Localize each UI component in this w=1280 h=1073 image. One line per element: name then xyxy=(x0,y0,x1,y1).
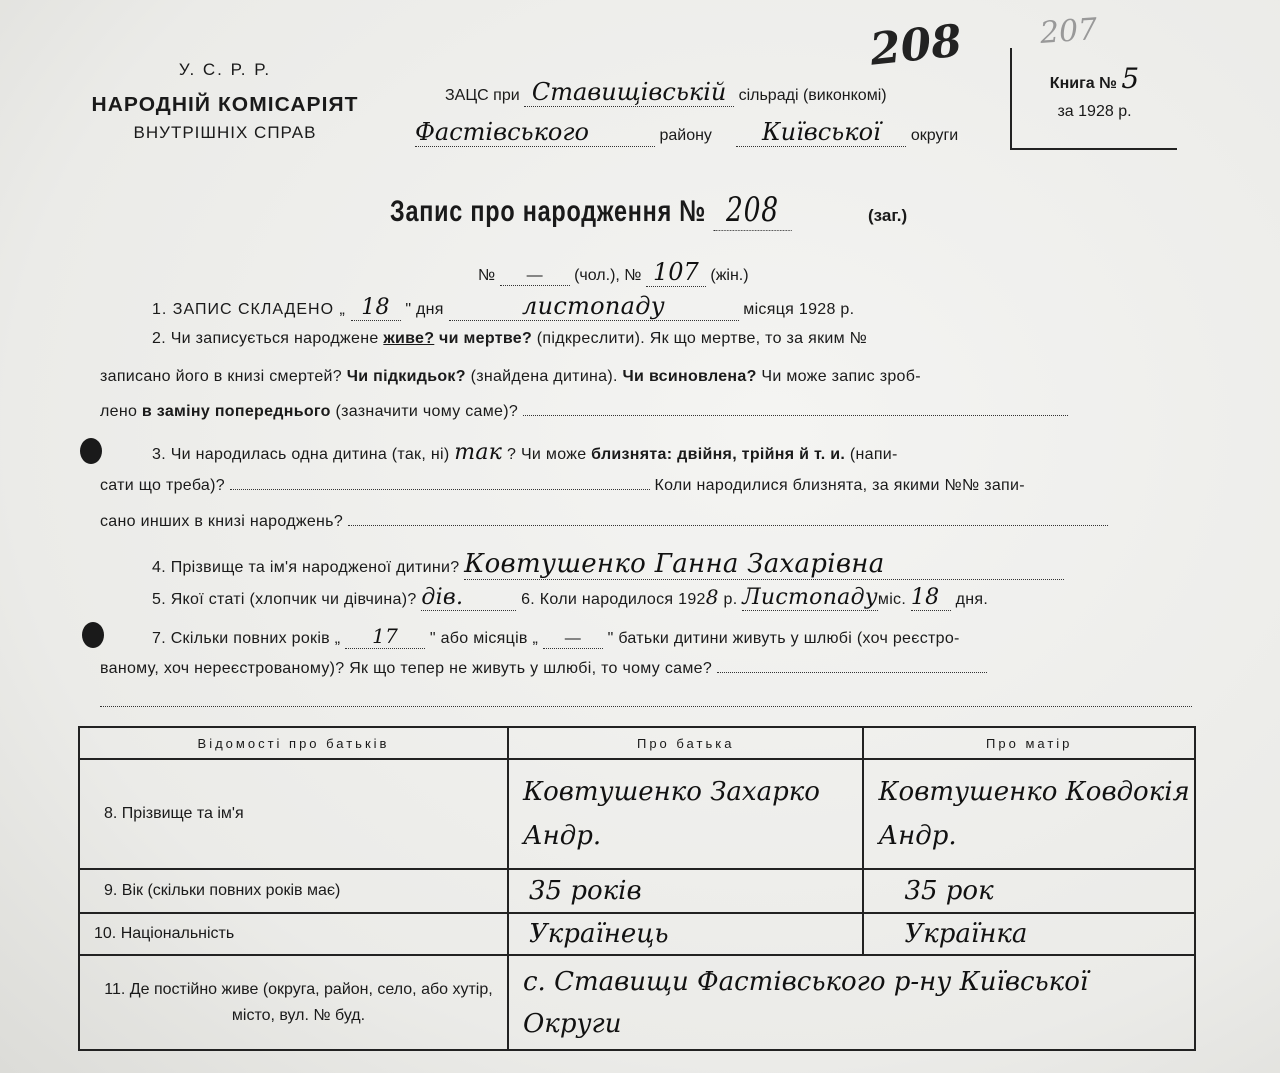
row-label: 10. Національність xyxy=(79,913,508,955)
commissariat-subtitle: ВНУТРІШНІХ СПРАВ xyxy=(133,123,317,142)
single-child-answer: так xyxy=(454,440,503,465)
table-row xyxy=(79,913,1195,955)
usrr-label: У. С. Р. Р. xyxy=(178,60,272,79)
book-year: за 1928 р. xyxy=(1057,103,1132,120)
marriage-years: 17 xyxy=(345,624,425,649)
record-month: листопаду xyxy=(449,292,739,321)
column-header: Про батька xyxy=(508,727,863,759)
male-number: — xyxy=(500,267,570,286)
district-name: Фастівського xyxy=(415,118,655,147)
adopted-question: Чи всиновлена? xyxy=(622,368,757,385)
item-2-text-cont: (підкреслити). Як що мертве, то за яким № xyxy=(536,330,868,347)
month-abbrev: міс. xyxy=(877,591,907,608)
year-abbrev: р. xyxy=(723,591,738,608)
male-label: (чол.), № xyxy=(574,267,642,284)
number-sign: № xyxy=(478,267,496,284)
item-3-text: 3. Чи народилась одна дитина (так, ні) xyxy=(152,446,450,463)
mother-name: Ковтушенко Ковдокія Андр. xyxy=(863,759,1195,869)
birth-date-label: 6. Коли народилося 192 xyxy=(521,591,706,608)
birth-month: Листопаду xyxy=(742,585,878,610)
column-header: Відомості про батьків xyxy=(79,727,508,759)
replacement-note: (зазначити чому саме)? xyxy=(335,403,519,420)
child-sex-label: 5. Якої статі (хлопчик чи дівчина)? xyxy=(152,591,417,608)
item-1 xyxy=(152,292,854,321)
father-name: Ковтушенко Захарко Андр. xyxy=(508,759,863,869)
parents-info-table xyxy=(78,726,1196,1051)
record-title-suffix: (заг.) xyxy=(868,206,908,225)
replacement-question: в заміну попереднього xyxy=(141,403,331,420)
zags-suffix: сільраді (виконкомі) xyxy=(738,87,887,104)
item-7-text-end: " батьки дитини живуть у шлюбі (хоч реєстро- xyxy=(607,630,960,647)
blank-line xyxy=(717,672,987,673)
table-row xyxy=(79,955,1195,1050)
item-2-text: записано його в книзі смертей? xyxy=(100,368,342,385)
foundling-note: (знайдена дитина). xyxy=(470,368,618,385)
punch-hole xyxy=(80,438,102,464)
blank-line xyxy=(100,706,1192,707)
day-label: " дня xyxy=(405,301,444,318)
village-council-name: Ставищівській xyxy=(524,78,734,107)
item-2-line-1 xyxy=(152,330,867,348)
mother-nationality: Українка xyxy=(863,913,1195,955)
blank-line xyxy=(348,525,1108,526)
table-row xyxy=(79,869,1195,913)
record-day: 18 xyxy=(351,295,401,321)
father-nationality: Українець xyxy=(508,913,863,955)
item-5-6 xyxy=(152,585,988,611)
book-number-box xyxy=(1010,48,1177,150)
item-2-text: 2. Чи записується народжене xyxy=(152,330,379,347)
row-label: 8. Прізвище та ім'я xyxy=(79,759,508,869)
record-stamp-number: 208 xyxy=(867,15,965,76)
item-3-text: сано инших в книзі народжень? xyxy=(100,513,344,530)
item-3-line-2 xyxy=(100,477,1025,495)
zags-line xyxy=(445,78,887,107)
item-3-text-end: (напи- xyxy=(849,446,898,463)
item-3-text-cont: Коли народилися близнята, за якими №№ запи- xyxy=(654,477,1025,494)
punch-hole xyxy=(82,622,104,648)
record-title-text: Запис про народження № xyxy=(390,195,707,228)
record-number: 208 xyxy=(713,190,791,231)
item-7-line-2 xyxy=(100,660,987,678)
item-2-line-2 xyxy=(100,368,921,386)
okruha-name: Київської xyxy=(736,118,906,147)
child-name: Ковтушенко Ганна Захарівна xyxy=(464,549,1064,580)
item-2-text: лено xyxy=(100,403,138,420)
residence-address: с. Ставищи Фастівського р-ну Київської Округи xyxy=(508,955,1195,1050)
item-2-line-3 xyxy=(100,403,1068,421)
item-7-line-1 xyxy=(152,624,960,649)
alive-option: живе? xyxy=(383,330,435,347)
column-header: Про матір xyxy=(863,727,1195,759)
row-label: 9. Вік (скільки повних років має) xyxy=(79,869,508,913)
issuing-authority xyxy=(60,60,390,143)
birth-day: 18 xyxy=(911,585,951,611)
item-3-text: сати що треба)? xyxy=(100,477,225,494)
item-2-text-cont: Чи може запис зроб- xyxy=(761,368,921,385)
book-number: 5 xyxy=(1121,62,1140,95)
month-year-label: місяця 1928 р. xyxy=(743,301,855,318)
blank-line xyxy=(230,489,650,490)
item-7-text: ваному, хоч нереєстрованому)? Як що тепер не живуть у шлюбі, то чому саме? xyxy=(100,660,713,677)
female-number: 107 xyxy=(646,258,706,287)
faded-stamp-number: 207 xyxy=(1038,12,1099,51)
district-line xyxy=(415,118,958,147)
commissariat-title: НАРОДНІЙ КОМІСАРІЯТ xyxy=(91,94,359,116)
child-name-label: 4. Прізвище та ім'я народженої дитини? xyxy=(152,559,460,576)
blank-line xyxy=(523,415,1068,416)
table-header-row xyxy=(79,727,1195,759)
day-label: дня. xyxy=(955,591,989,608)
twins-options: близнята: двійня, трійня й т. и. xyxy=(591,446,846,463)
row-label: 11. Де постійно живе (округа, район, село, або хутір, місто, вул. № буд. xyxy=(79,955,508,1050)
foundling-question: Чи підкидьок? xyxy=(346,368,466,385)
gender-number-line xyxy=(478,258,749,287)
father-age: 35 років xyxy=(508,869,863,913)
district-label: району xyxy=(659,127,712,144)
birth-year-digit: 8 xyxy=(705,585,719,609)
dead-option: чи мертве? xyxy=(439,330,533,347)
item-7-text-cont: " або місяців „ xyxy=(429,630,539,647)
okruha-label: округи xyxy=(910,127,959,144)
child-sex: дів. xyxy=(421,585,516,611)
item-3-text-cont: ? Чи може xyxy=(507,446,587,463)
record-title xyxy=(390,190,791,231)
table-row xyxy=(79,759,1195,869)
item-4 xyxy=(152,549,1064,580)
item-3-line-3 xyxy=(100,513,1108,531)
female-label: (жін.) xyxy=(710,267,749,284)
item-7-text: 7. Скільки повних років „ xyxy=(152,630,341,647)
book-label: Книга № xyxy=(1049,75,1117,92)
item-1-prefix: 1. ЗАПИС СКЛАДЕНО „ xyxy=(152,301,346,318)
mother-age: 35 рок xyxy=(863,869,1195,913)
zags-prefix: ЗАЦС при xyxy=(445,87,520,104)
item-3-line-1 xyxy=(152,440,898,465)
marriage-months: — xyxy=(543,630,603,649)
